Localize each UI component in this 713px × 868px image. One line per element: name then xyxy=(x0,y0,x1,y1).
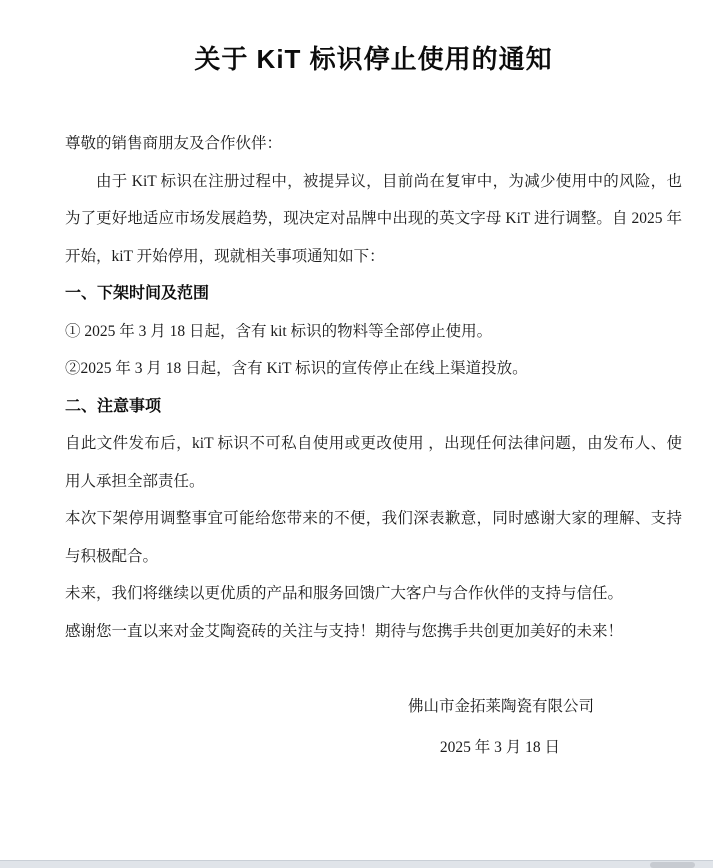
horizontal-scrollbar[interactable] xyxy=(0,860,713,868)
section2-paragraph-3: 未来，我们将继续以更优质的产品和服务回馈广大客户与合作伙伴的支持与信任。 xyxy=(65,585,624,602)
signature-block xyxy=(65,688,682,766)
section2-heading: 二、注意事项 xyxy=(65,397,162,415)
scrollbar-thumb[interactable] xyxy=(650,862,695,868)
salutation: 尊敬的销售商朋友及合作伙伴： xyxy=(65,135,283,152)
section2-paragraph-4: 感谢您一直以来对金艾陶瓷砖的关注与支持！期待与您携手共创更加美好的未来！ xyxy=(65,622,624,640)
section1-item-2: ②2025 年 3 月 18 日起，含有 KiT 标识的宣传停止在线上渠道投放。 xyxy=(65,360,528,377)
signature-company: 佛山市金拓莱陶瓷有限公司 xyxy=(407,698,594,715)
section2-paragraph-1: 自此文件发布后，kiT 标识不可私自使用或更改使用 ，出现任何法律问题，由发布人、使用人承担全部责任。 xyxy=(65,435,682,490)
document-title: 关于 KiT 标识停止使用的通知 xyxy=(194,44,553,74)
section1-heading: 一、下架时间及范围 xyxy=(65,285,210,302)
section2-paragraph-2: 本次下架停用调整事宜可能给您带来的不便，我们深表歉意，同时感谢大家的理解、支持与积极配合。 xyxy=(65,510,682,565)
section1-item-1: ① 2025 年 3 月 18 日起，含有 kit 标识的物料等全部停止使用。 xyxy=(65,322,493,340)
signature-date: 2025 年 3 月 18 日 xyxy=(439,738,560,756)
intro-paragraph: 由于 KiT 标识在注册过程中，被提异议，目前尚在复审中，为减少使用中的风险，也为了更好地适应市场发展趋势，现决定对品牌中出现的英文字母 KiT 进行调整。自 2025 年开始，kiT 开始停用，现就相关事项通知如下： xyxy=(65,172,682,265)
